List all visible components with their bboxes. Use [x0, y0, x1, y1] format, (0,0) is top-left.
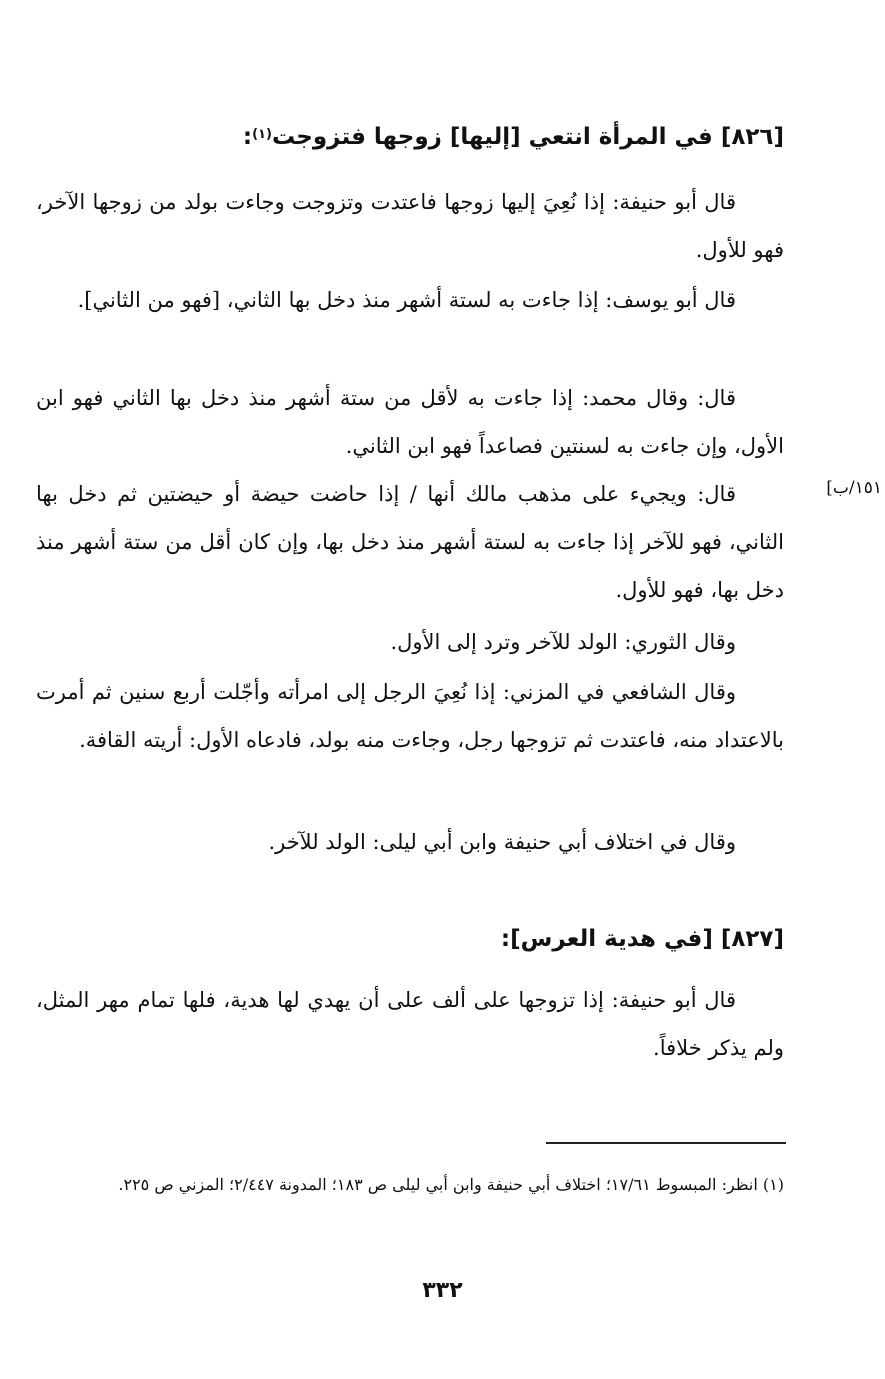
- footnote-ref: (١): [252, 127, 272, 142]
- heading-colon: :: [242, 124, 253, 150]
- section-826-title: [٨٢٦] في المرأة انتعي [إليها] زوجها فتزوجت: [271, 124, 784, 150]
- footnote: (١) انظر: المبسوط ١٧/٦١؛ اختلاف أبي حنيفة وابن أبي ليلى ص ١٨٣؛ المدونة ٢/٤٤٧؛ المزني ص ٢٢٥.: [118, 1175, 784, 1194]
- paragraph-text: وقال الثوري: الولد للآخر وترد إلى الأول.: [390, 630, 736, 654]
- paragraph-text: قال أبو يوسف: إذا جاءت به لستة أشهر منذ دخل بها الثاني، [فهو من الثاني].: [77, 288, 736, 312]
- paragraph-text: وقال في اختلاف أبي حنيفة وابن أبي ليلى: الولد للآخر.: [268, 830, 736, 854]
- section-826-heading: [36, 124, 784, 150]
- paragraph-text: وقال الشافعي في المزني: إذا نُعِيَ الرجل إلى امرأته وأجّلت أربع سنين ثم أمرت بالاعتداد منه، فاعتدت ثم تزوجها رجل، وجاءت منه بولد، فادعاه الأول: أريته القافة.: [36, 680, 784, 752]
- page-number: ٣٣٢: [422, 1278, 463, 1303]
- paragraph: [36, 374, 784, 470]
- paragraph: [36, 618, 784, 666]
- section-827-title: [٨٢٧] [في هدية العرس]:: [500, 926, 784, 952]
- paragraph: [36, 818, 784, 866]
- paragraph: [36, 668, 784, 764]
- paragraph-text: قال: وقال محمد: إذا جاءت به لأقل من ستة أشهر منذ دخل بها الثاني فهو ابن الأول، وإن جاءت به لسنتين فصاعداً فهو ابن الثاني.: [36, 386, 784, 458]
- paragraph: [36, 976, 784, 1072]
- footnote-divider: [546, 1142, 786, 1144]
- manuscript-folio-note: ١٥١/ب]: [826, 478, 882, 498]
- paragraph: [36, 178, 784, 274]
- paragraph-text: قال: ويجيء على مذهب مالك أنها / إذا حاضت حيضة أو حيضتين ثم دخل بها الثاني، فهو للآخر إذا جاءت به لستة أشهر منذ دخل بها، وإن كان أقل من ستة أشهر منذ دخل بها، فهو للأول.: [36, 482, 784, 602]
- paragraph-text: قال أبو حنيفة: إذا تزوجها على ألف على أن يهدي لها هدية، فلها تمام مهر المثل، ولم يذكر خلافاً.: [36, 988, 784, 1060]
- paragraph: [36, 276, 784, 324]
- paragraph: [36, 470, 784, 614]
- paragraph-text: قال أبو حنيفة: إذا نُعِيَ إليها زوجها فاعتدت وتزوجت وجاءت بولد من زوجها الآخر، فهو للأول.: [36, 190, 784, 262]
- section-827-heading: [36, 926, 784, 952]
